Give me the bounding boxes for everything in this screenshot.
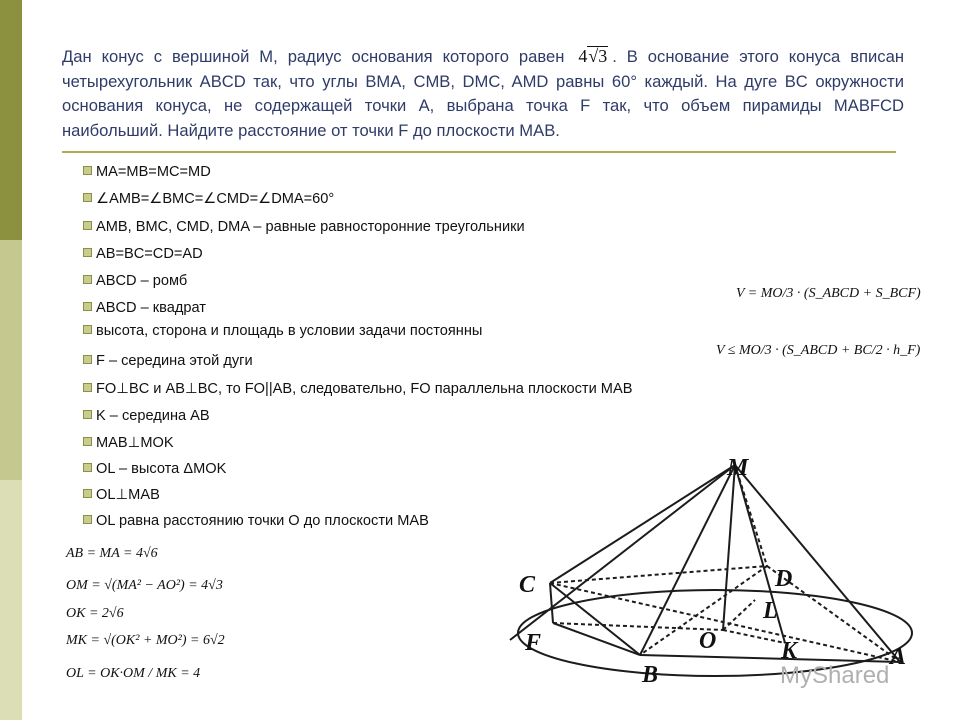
label-k: K (781, 638, 798, 664)
bullet-square-icon (83, 193, 92, 202)
decorative-stripe-middle (0, 240, 22, 480)
bullet-square-icon (83, 410, 92, 419)
height-mo (723, 465, 735, 630)
bullet-square-icon (83, 437, 92, 446)
bullet-square-icon (83, 355, 92, 364)
segment-fo (553, 623, 723, 630)
step-item: F – середина этой дуги (83, 352, 253, 370)
label-f: F (525, 630, 542, 656)
formula-ok: OK = 2√6 (66, 606, 124, 621)
bullet-square-icon (83, 383, 92, 392)
volume-formula: V = MO/3 · (S_ABCD + S_BCF) (736, 286, 921, 301)
step-item: MAB⊥MOK (83, 434, 174, 452)
bullet-square-icon (83, 489, 92, 498)
label-a: A (890, 644, 907, 670)
bullet-square-icon (83, 221, 92, 230)
label-o: O (699, 628, 717, 654)
bullet-square-icon (83, 166, 92, 175)
bullet-square-icon (83, 302, 92, 311)
problem-text-part1: Дан конус с вершиной M, радиус основания которого равен (62, 47, 565, 66)
generatrix-left (510, 465, 735, 640)
step-item: K – середина AB (83, 407, 210, 425)
step-item: AMB, BMC, CMD, DMA – равные равносторонние треугольники (83, 218, 525, 236)
formula-ab: AB = MA = 4√6 (66, 546, 158, 561)
decorative-stripe-top (0, 0, 22, 240)
watermark: MyShared (780, 662, 890, 689)
radius-value: 4√3 (578, 46, 608, 66)
step-item: AB=BC=CD=AD (83, 245, 203, 263)
bullet-square-icon (83, 325, 92, 334)
step-item: MA=MB=MC=MD (83, 163, 211, 181)
edge-ma (735, 465, 900, 662)
bullet-square-icon (83, 275, 92, 284)
step-item: ∠AMB=∠BMC=∠CMD=∠DMA=60° (83, 190, 334, 208)
segment-fb (553, 623, 640, 655)
step-item: OL⊥MAB (83, 486, 160, 504)
label-d: D (775, 566, 793, 592)
segment-ol (723, 600, 755, 630)
formula-ol: OL = OK·OM / MK = 4 (66, 666, 201, 681)
label-c: C (519, 572, 536, 598)
step-item: OL – высота ΔMOK (83, 460, 226, 478)
step-item: OL равна расстоянию точки O до плоскости MAB (83, 512, 429, 530)
bullet-square-icon (83, 463, 92, 472)
problem-text-part2: . В основание этого конуса вписан четырехугольник ABCD так, что углы BMA, CMB, DMC, AMD равны 60° каждый. На дуге BC окружности основания конуса, не содержащей точки A, выбрана точка F так, что объем пирамиды MABFCD наибольший. Найдите расстояние от точки F до плоскости MAB. (62, 47, 904, 140)
step-item: FO⊥BC и AB⊥BC, то FO||AB, следовательно, FO параллельна плоскости MAB (83, 380, 632, 398)
label-m: M (727, 455, 749, 481)
formula-mk: MK = √(OK² + MO²) = 6√2 (66, 633, 225, 648)
formula-om: OM = √(MA² − AO²) = 4√3 (66, 578, 223, 593)
step-item: ABCD – ромб (83, 272, 187, 290)
edge-mc (550, 465, 735, 583)
side-cd (550, 566, 767, 583)
label-l: L (763, 598, 778, 624)
segment-fc (550, 583, 553, 623)
side-ba (640, 655, 900, 662)
cone-diagram (505, 450, 920, 695)
problem-statement (62, 44, 904, 143)
label-b: B (642, 662, 659, 688)
decorative-stripe-bottom (0, 480, 22, 720)
volume-inequality: V ≤ MO/3 · (S_ABCD + BC/2 · h_F) (716, 343, 921, 358)
bullet-square-icon (83, 515, 92, 524)
step-item: высота, сторона и площадь в условии задачи постоянны (83, 322, 482, 340)
bullet-square-icon (83, 248, 92, 257)
segment-ok (723, 630, 785, 643)
title-divider (62, 151, 896, 153)
step-item: ABCD – квадрат (83, 299, 206, 317)
